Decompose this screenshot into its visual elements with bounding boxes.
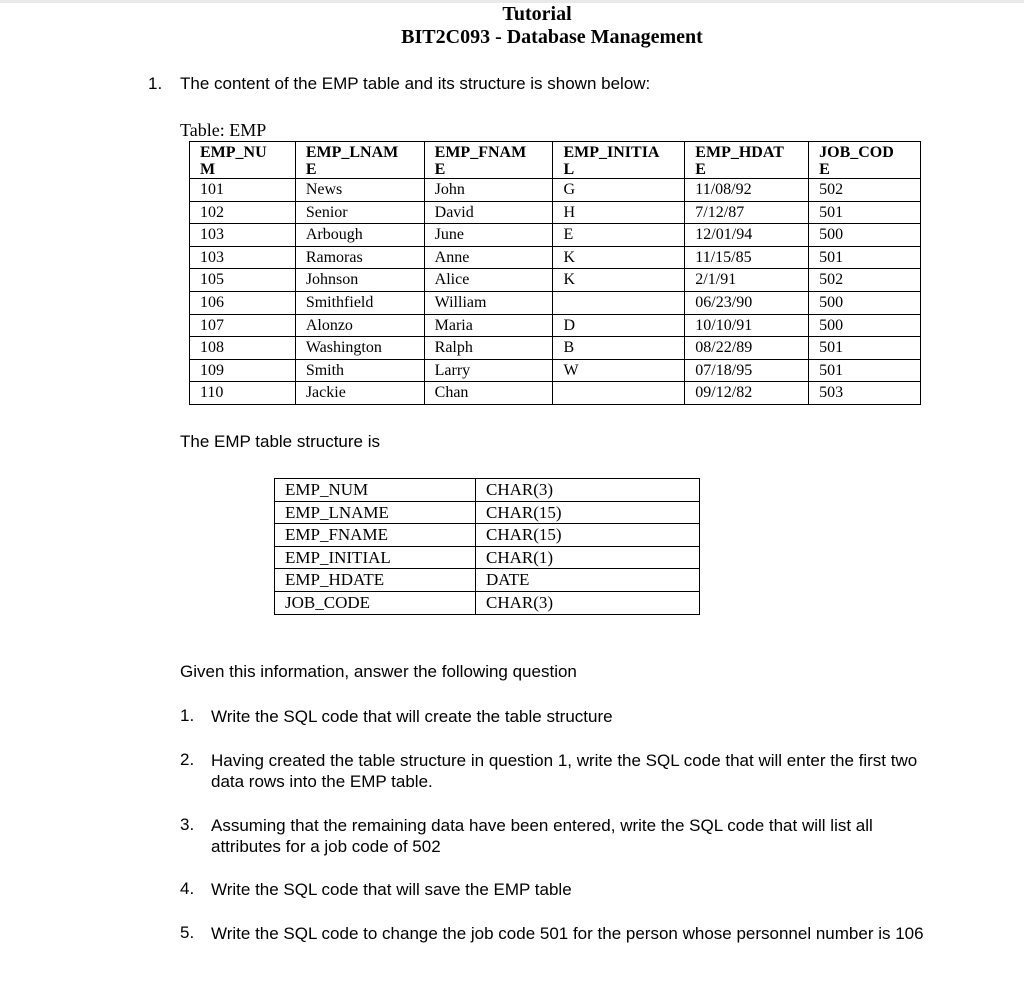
table-row: [190, 246, 921, 269]
table-cell: Alonzo: [295, 314, 424, 337]
table-cell: 110: [190, 382, 296, 405]
table-row: [190, 291, 921, 314]
table-cell: John: [424, 179, 553, 202]
table-row: [190, 314, 921, 337]
field-name: EMP_FNAME: [275, 524, 476, 547]
table-cell: 107: [190, 314, 296, 337]
structure-table: [274, 478, 700, 615]
table-cell: Chan: [424, 382, 553, 405]
field-name: EMP_NUM: [275, 479, 476, 502]
table-cell: 105: [190, 269, 296, 292]
table-cell: 102: [190, 201, 296, 224]
table-row: [275, 479, 700, 502]
table-cell: 07/18/95: [685, 359, 809, 382]
structure-caption: The EMP table structure is: [180, 432, 380, 451]
table-cell: K: [553, 246, 685, 269]
question-number: 1.: [180, 706, 195, 725]
table-cell: Jackie: [295, 382, 424, 405]
question-text: Write the SQL code that will create the table structure: [211, 707, 613, 726]
table-row: [275, 591, 700, 614]
table-cell: 108: [190, 337, 296, 360]
field-name: EMP_INITIAL: [275, 546, 476, 569]
table-cell: 502: [809, 269, 921, 292]
table-cell: W: [553, 359, 685, 382]
table-row: [190, 359, 921, 382]
table-cell: 10/10/91: [685, 314, 809, 337]
column-header: EMP_FNAM: [424, 142, 553, 162]
table-cell: 501: [809, 337, 921, 360]
column-header-wrap: M: [190, 161, 296, 179]
table-cell: 11/08/92: [685, 179, 809, 202]
question-text: Assuming that the remaining data have been entered, write the SQL code that will list all attributes for a job code of 502: [211, 816, 873, 856]
table-cell: 501: [809, 359, 921, 382]
table-cell: [553, 382, 685, 405]
field-type: CHAR(15): [476, 501, 700, 524]
table-row: [190, 269, 921, 292]
column-header: EMP_NU: [190, 142, 296, 162]
question-number: 4.: [180, 879, 195, 898]
table-row: [275, 569, 700, 592]
column-header-wrap: E: [809, 161, 921, 179]
question-number: 3.: [180, 815, 195, 834]
field-name: EMP_HDATE: [275, 569, 476, 592]
table-cell: 12/01/94: [685, 224, 809, 247]
table-row: [190, 201, 921, 224]
field-type: DATE: [476, 569, 700, 592]
table-cell: 502: [809, 179, 921, 202]
table-row: [275, 524, 700, 547]
table-cell: June: [424, 224, 553, 247]
field-name: EMP_LNAME: [275, 501, 476, 524]
table-cell: Smith: [295, 359, 424, 382]
table-header-row-wrap: [190, 161, 921, 179]
question-text: Having created the table structure in question 1, write the SQL code that will enter the first two data rows into the EMP table.: [211, 751, 918, 791]
table-row: [275, 546, 700, 569]
questions-intro: Given this information, answer the following question: [180, 662, 577, 681]
table-cell: Ramoras: [295, 246, 424, 269]
table-cell: 101: [190, 179, 296, 202]
field-name: JOB_CODE: [275, 591, 476, 614]
section-intro-text: The content of the EMP table and its structure is shown below:: [180, 74, 651, 93]
column-header-wrap: E: [685, 161, 809, 179]
section-number: 1.: [148, 74, 163, 93]
table-row: [190, 179, 921, 202]
field-type: CHAR(15): [476, 524, 700, 547]
question-text: Write the SQL code that will save the EMP table: [211, 880, 572, 899]
table-cell: 7/12/87: [685, 201, 809, 224]
table-cell: D: [553, 314, 685, 337]
column-header: EMP_LNAM: [295, 142, 424, 162]
question-number: 5.: [180, 923, 195, 942]
emp-table-caption: Table: EMP: [180, 120, 267, 140]
table-cell: 501: [809, 201, 921, 224]
table-header-row: [190, 142, 921, 162]
table-cell: B: [553, 337, 685, 360]
field-type: CHAR(1): [476, 546, 700, 569]
table-cell: Larry: [424, 359, 553, 382]
table-cell: 106: [190, 291, 296, 314]
table-cell: E: [553, 224, 685, 247]
table-cell: Maria: [424, 314, 553, 337]
table-cell: 2/1/91: [685, 269, 809, 292]
document-subtitle: BIT2C093 - Database Management: [401, 26, 703, 48]
field-type: CHAR(3): [476, 591, 700, 614]
table-row: [190, 337, 921, 360]
column-header: EMP_INITIA: [553, 142, 685, 162]
table-cell: 501: [809, 246, 921, 269]
table-cell: Ralph: [424, 337, 553, 360]
table-cell: 500: [809, 291, 921, 314]
field-type: CHAR(3): [476, 479, 700, 502]
table-cell: Smithfield: [295, 291, 424, 314]
table-cell: H: [553, 201, 685, 224]
table-cell: 500: [809, 224, 921, 247]
table-cell: 11/15/85: [685, 246, 809, 269]
table-cell: 500: [809, 314, 921, 337]
table-cell: [553, 291, 685, 314]
table-row: [275, 501, 700, 524]
question-text: Write the SQL code to change the job code 501 for the person whose personnel number is 106: [211, 924, 924, 943]
table-cell: 109: [190, 359, 296, 382]
column-header-wrap: E: [424, 161, 553, 179]
table-cell: Washington: [295, 337, 424, 360]
table-cell: G: [553, 179, 685, 202]
table-cell: News: [295, 179, 424, 202]
table-cell: 503: [809, 382, 921, 405]
table-cell: 06/23/90: [685, 291, 809, 314]
table-cell: David: [424, 201, 553, 224]
column-header-wrap: E: [295, 161, 424, 179]
table-row: [190, 224, 921, 247]
table-cell: K: [553, 269, 685, 292]
table-cell: 103: [190, 224, 296, 247]
emp-data-table: [189, 141, 921, 405]
question-number: 2.: [180, 750, 195, 769]
table-cell: William: [424, 291, 553, 314]
table-cell: Alice: [424, 269, 553, 292]
table-cell: Johnson: [295, 269, 424, 292]
table-cell: Senior: [295, 201, 424, 224]
table-cell: Anne: [424, 246, 553, 269]
column-header: EMP_HDAT: [685, 142, 809, 162]
column-header-wrap: L: [553, 161, 685, 179]
table-cell: 09/12/82: [685, 382, 809, 405]
column-header: JOB_COD: [809, 142, 921, 162]
table-row: [190, 382, 921, 405]
table-cell: 08/22/89: [685, 337, 809, 360]
table-cell: Arbough: [295, 224, 424, 247]
table-cell: 103: [190, 246, 296, 269]
document-title: Tutorial: [502, 3, 572, 25]
